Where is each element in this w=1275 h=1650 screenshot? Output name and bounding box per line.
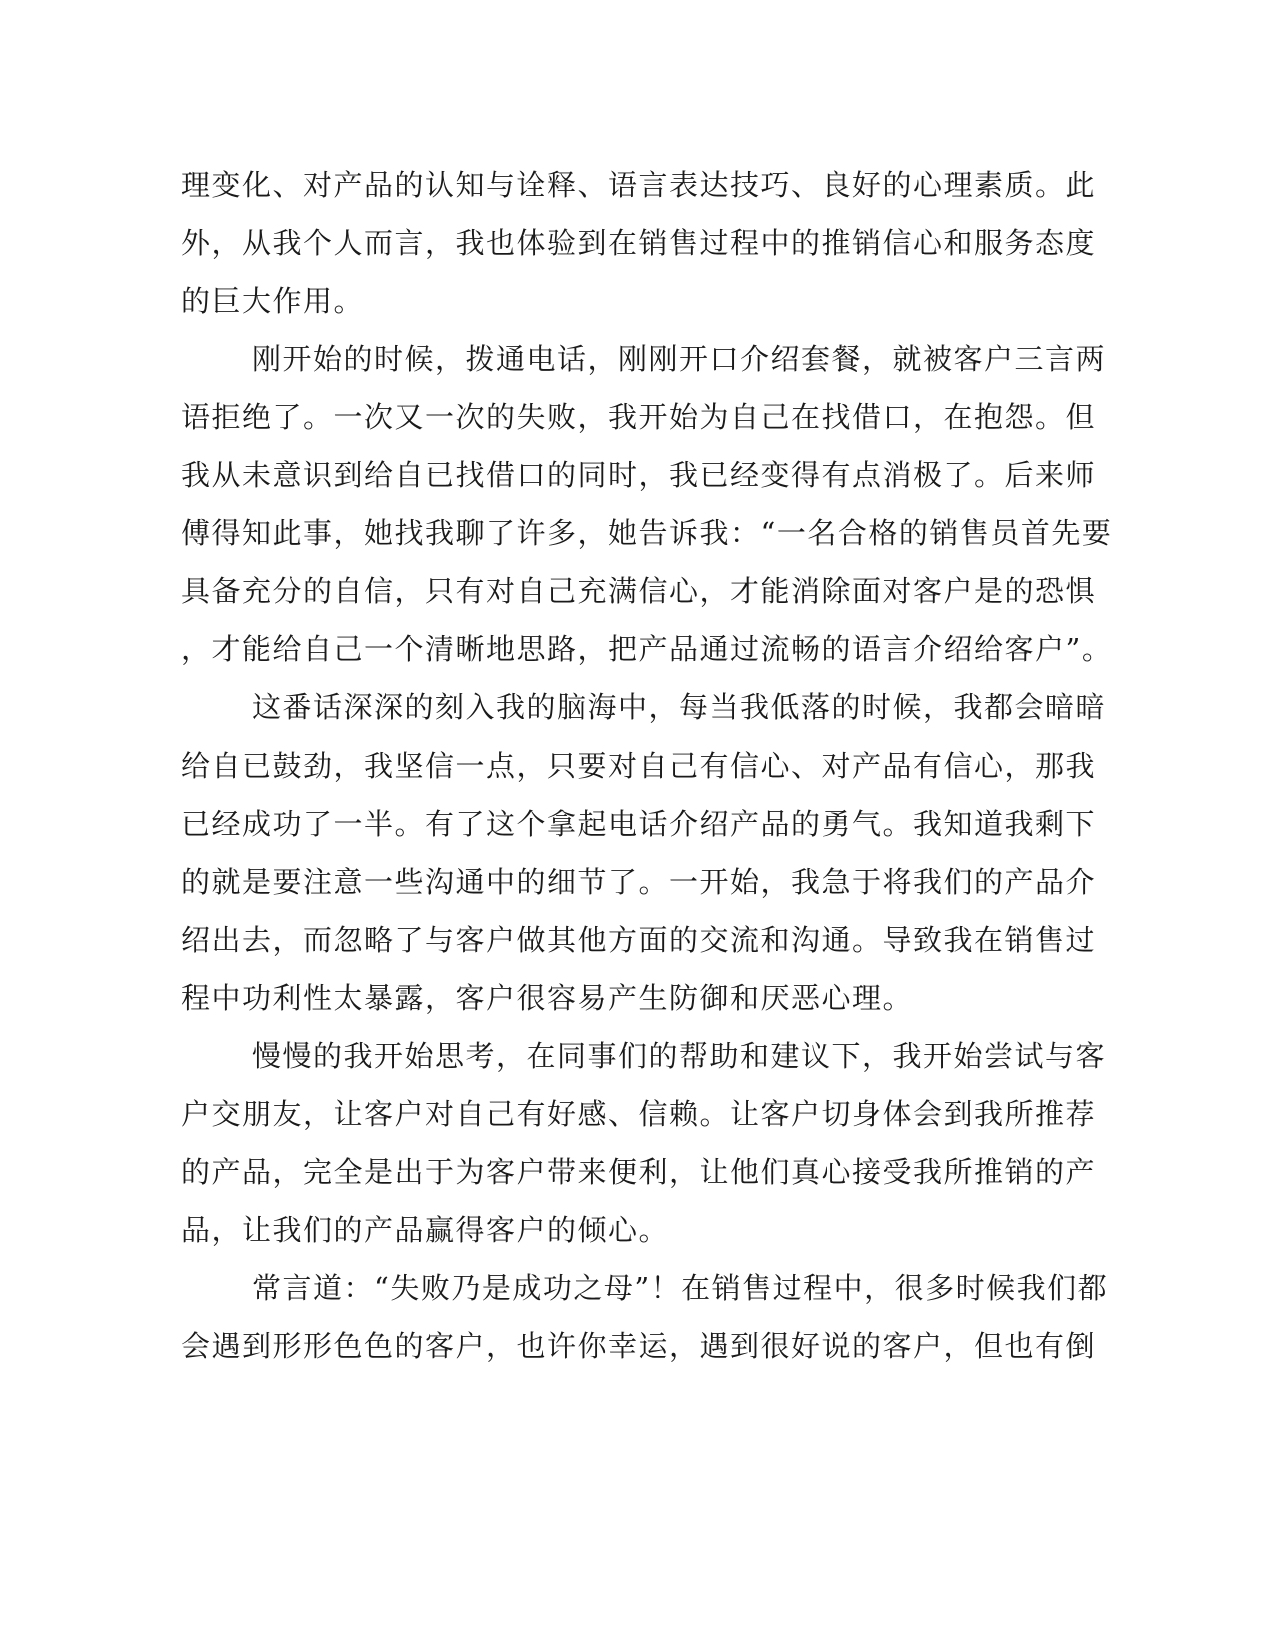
text-line: ，才能给自己一个清晰地思路，把产品通过流畅的语言介绍给客户”。 xyxy=(181,632,1113,666)
paragraph-start-line: 这番话深深的刻入我的脑海中，每当我低落的时候，我都会暗暗 xyxy=(252,690,1107,724)
paragraph-start-line: 常言道：“失败乃是成功之母”！在销售过程中，很多时候我们都 xyxy=(252,1271,1109,1305)
text-line: 语拒绝了。一次又一次的失败，我开始为自己在找借口，在抱怨。但 xyxy=(181,400,1097,434)
text-line: 的巨大作用。 xyxy=(181,284,365,318)
text-line: 绍出去，而忽略了与客户做其他方面的交流和沟通。导致我在销售过 xyxy=(181,923,1097,957)
text-line: 理变化、对产品的认知与诠释、语言表达技巧、良好的心理素质。此 xyxy=(181,168,1097,202)
text-line: 户交朋友，让客户对自己有好感、信赖。让客户切身体会到我所推荐 xyxy=(181,1097,1097,1131)
text-line: 外，从我个人而言，我也体验到在销售过程中的推销信心和服务态度 xyxy=(181,226,1097,260)
text-line: 程中功利性太暴露，客户很容易产生防御和厌恶心理。 xyxy=(181,981,914,1015)
text-line: 已经成功了一半。有了这个拿起电话介绍产品的勇气。我知道我剩下 xyxy=(181,807,1097,841)
text-line: 会遇到形形色色的客户，也许你幸运，遇到很好说的客户，但也有倒 xyxy=(181,1329,1097,1363)
text-line: 具备充分的自信，只有对自己充满信心，才能消除面对客户是的恐惧 xyxy=(181,574,1097,608)
text-line: 傅得知此事，她找我聊了许多，她告诉我：“一名合格的销售员首先要 xyxy=(181,516,1113,550)
paragraph-start-line: 刚开始的时候，拨通电话，刚刚开口介绍套餐，就被客户三言两 xyxy=(252,342,1107,376)
paragraph-start-line: 慢慢的我开始思考，在同事们的帮助和建议下，我开始尝试与客 xyxy=(252,1039,1107,1073)
text-line: 的产品，完全是出于为客户带来便利，让他们真心接受我所推销的产 xyxy=(181,1155,1097,1189)
text-line: 的就是要注意一些沟通中的细节了。一开始，我急于将我们的产品介 xyxy=(181,865,1097,899)
text-line: 给自已鼓劲，我坚信一点，只要对自己有信心、对产品有信心，那我 xyxy=(181,749,1097,783)
text-line: 我从未意识到给自已找借口的同时，我已经变得有点消极了。后来师 xyxy=(181,458,1097,492)
text-line: 品，让我们的产品赢得客户的倾心。 xyxy=(181,1213,670,1247)
